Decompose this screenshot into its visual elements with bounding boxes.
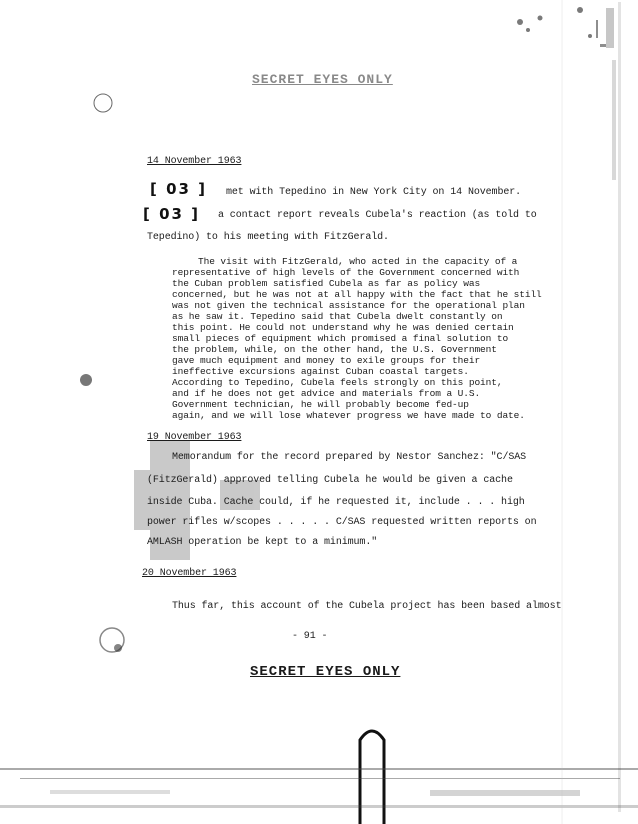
quote-line: concerned, but he was not at all happy with the fact that he still (172, 289, 542, 300)
entry-date: 19 November 1963 (147, 432, 242, 443)
page-number: - 91 - (292, 631, 328, 642)
entry-date: 20 November 1963 (142, 568, 237, 579)
quote-line: gave much equipment and money to exile groups for their (172, 355, 481, 366)
quote-line: was not given the technical assistance for the operational plan (172, 300, 525, 311)
entry-text-line: AMLASH operation be kept to a minimum." (147, 537, 378, 548)
quote-line: as he saw it. Tepedino said that Cubela dwelt constantly on (172, 311, 503, 322)
header-classification-stamp: SECRET EYES ONLY (252, 72, 393, 87)
quote-line: the problem, while, on the other hand, the U.S. Government (172, 344, 497, 355)
quote-line: and if he does not get advice and materials from a U.S. (172, 388, 481, 399)
entry-text-line: Tepedino) to his meeting with FitzGerald. (147, 232, 389, 243)
quote-line: this point. He could not understand why he was denied certain (172, 322, 514, 333)
entry-text-line: inside Cuba. Cache could, if he requested it, include . . . high (147, 497, 525, 508)
entry-text-line: Memorandum for the record prepared by Nestor Sanchez: "C/SAS (172, 452, 527, 463)
entry-text-line: (FitzGerald) approved telling Cubela he would be given a cache (147, 475, 513, 486)
footer-classification-stamp: SECRET EYES ONLY (250, 664, 401, 680)
redaction-reference-mark: [ 03 ] (143, 205, 201, 223)
quote-line: small pieces of equipment which promised a final solution to (172, 333, 509, 344)
quote-line: ineffective excursions against Cuban coastal targets. (172, 366, 469, 377)
entry-text-line: met with Tepedino in New York City on 14 November. (226, 187, 522, 198)
quote-line: The visit with FitzGerald, who acted in the capacity of a (198, 256, 518, 267)
quote-line: According to Tepedino, Cubela feels strongly on this point, (172, 377, 503, 388)
entry-date: 14 November 1963 (147, 156, 242, 167)
quote-line: the Cuban problem satisfied Cubela as far as policy was (172, 278, 481, 289)
redaction-reference-mark: [ 03 ] (150, 180, 208, 198)
quote-line: representative of high levels of the Government concerned with (172, 267, 520, 278)
entry-text-line: a contact report reveals Cubela's reaction (as told to (218, 210, 537, 221)
quote-line: again, and we will lose whatever progress we have made to date. (172, 410, 525, 421)
entry-text-line: power rifles w/scopes . . . . . C/SAS requested written reports on (147, 517, 537, 528)
quote-line: Government technician, he will probably become fed-up (172, 399, 469, 410)
entry-text-line: Thus far, this account of the Cubela project has been based almost (172, 601, 562, 612)
